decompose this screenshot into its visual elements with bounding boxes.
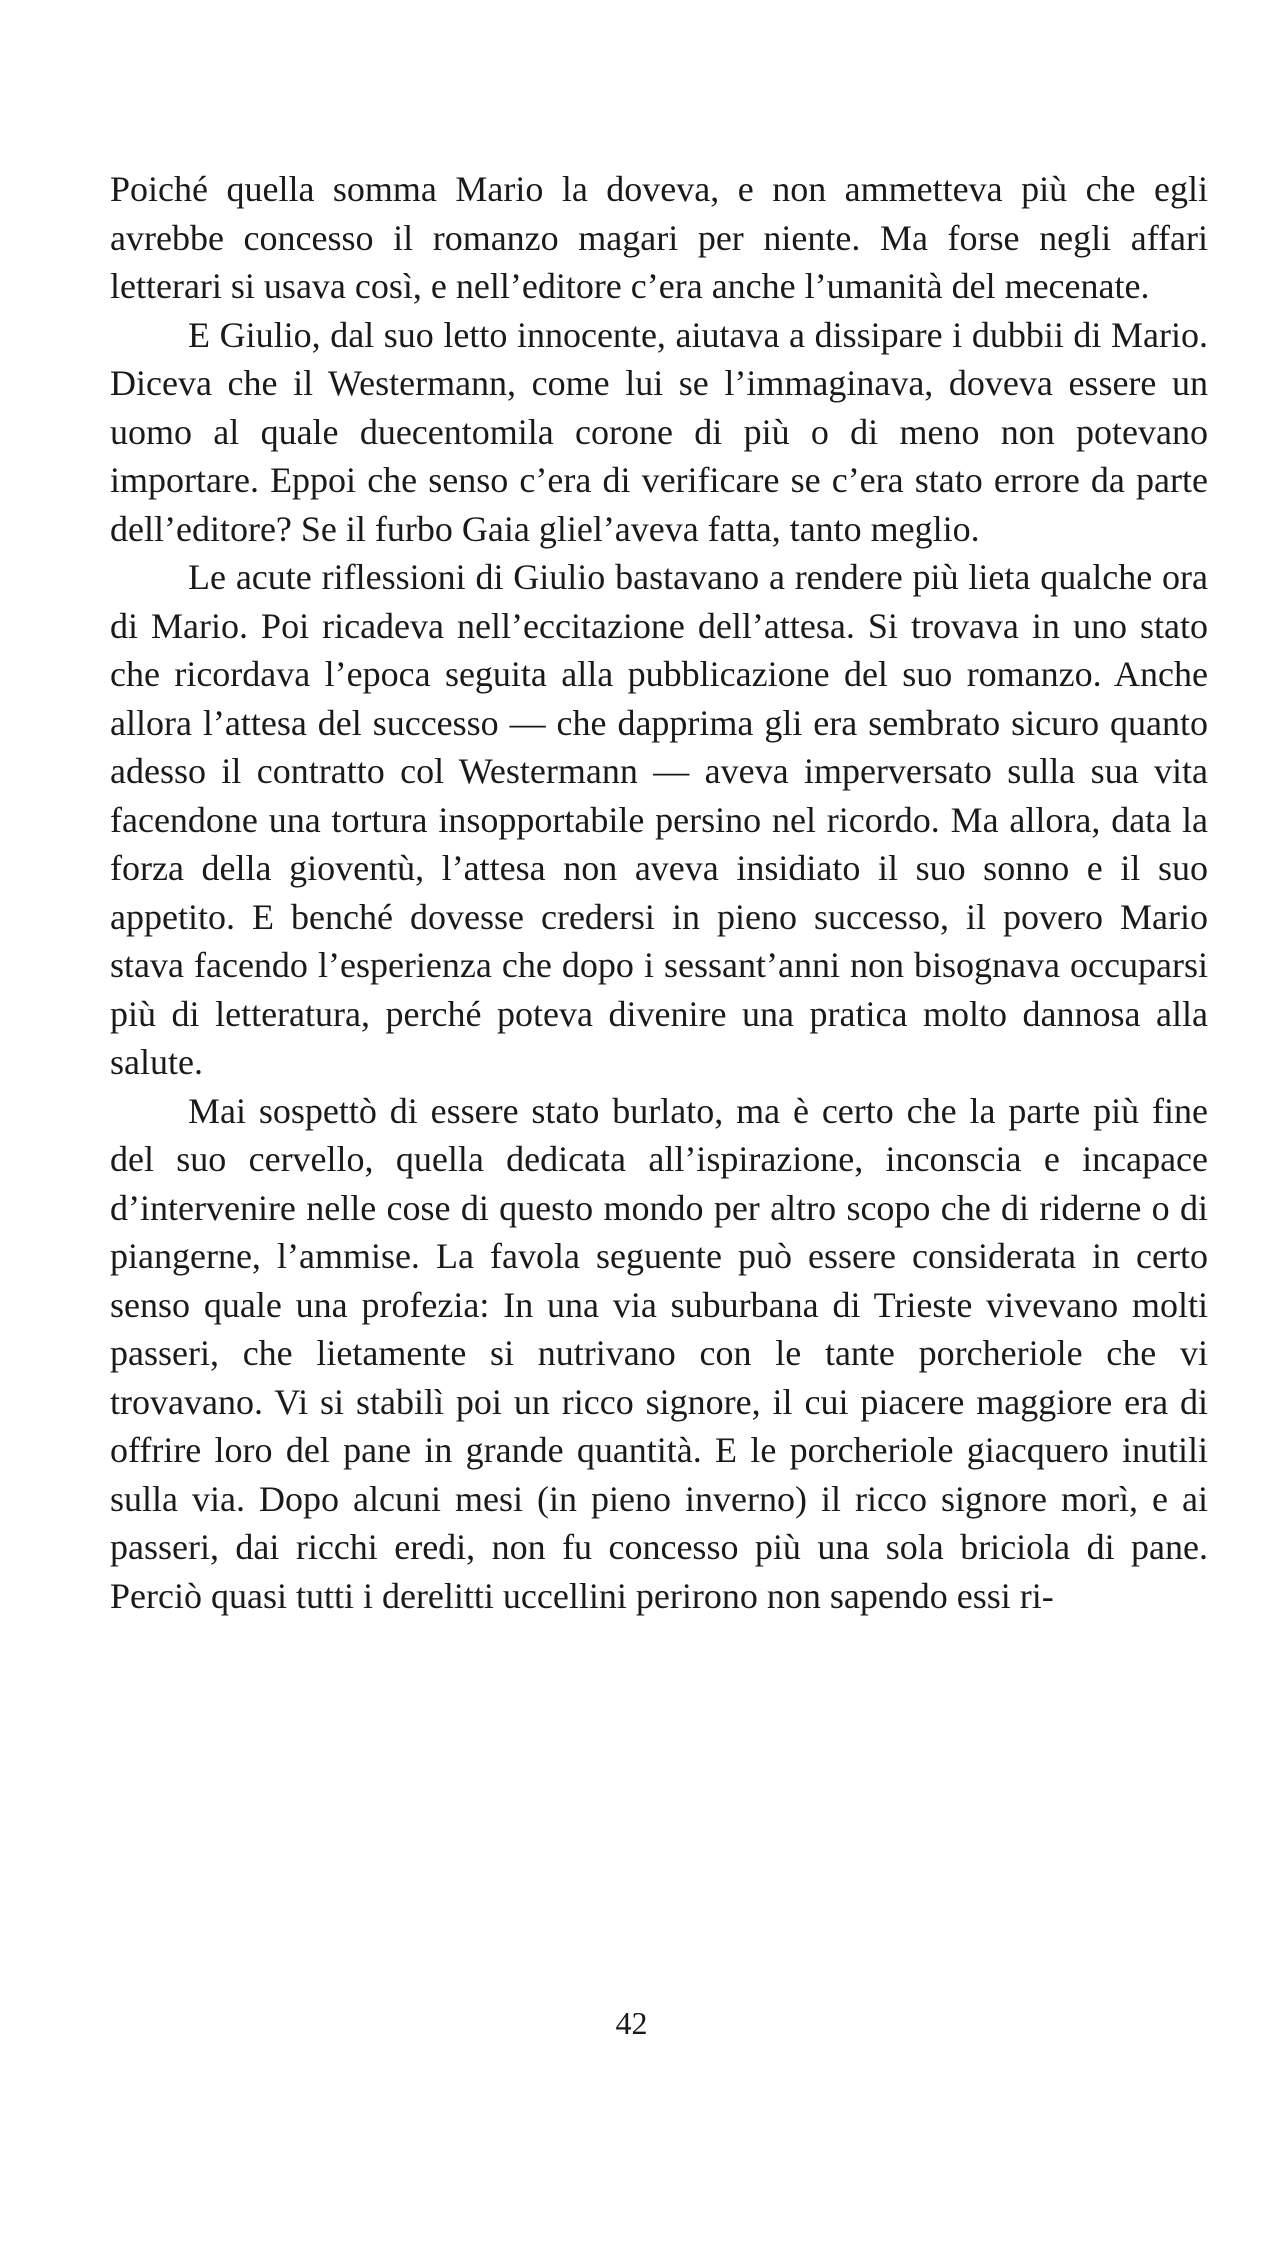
page-number: 42 (615, 2005, 648, 2041)
paragraph-1: Poiché quella somma Mario la doveva, e non ammetteva più che egli avrebbe concesso il romanzo magari per niente. Ma forse negli affari letterari si usava così, e nell’editore c’era anche l’umanità del mecenate. (110, 169, 1208, 306)
paragraph-2: E Giulio, dal suo letto innocente, aiutava a dissipare i dubbii di Mario. Diceva che il Westermann, come lui se l’immaginava, doveva essere un uomo al quale duecentomila corone di più o di meno non potevano importare. Eppoi che senso c’era di verificare se c’era stato errore da parte dell’editore? Se il furbo Gaia gliel’aveva fatta, tanto meglio. (110, 314, 1208, 549)
page-body (110, 165, 1208, 1620)
paragraph-3: Le acute riflessioni di Giulio bastavano a rendere più lieta qualche ora di Mario. Poi ricadeva nell’eccitazione dell’attesa. Si trovava in uno stato che ricordava l’epoca seguita alla pubblicazione del suo romanzo. Anche allora l’attesa del successo — che dapprima gli era sembrato sicuro quanto adesso il contratto col Westermann — aveva imperversato sulla sua vita facendone una tortura insopportabile persino nel ricordo. Ma allora, data la forza della gioventù, l’attesa non aveva insidiato il suo sonno e il suo appetito. E benché dovesse credersi in pieno successo, il povero Mario stava facendo l’esperienza che dopo i sessant’anni non bisognava occuparsi più di letteratura, perché poteva divenire una pratica molto dannosa alla salute. (110, 557, 1208, 1082)
paragraph-4: Mai sospettò di essere stato burlato, ma è certo che la parte più fine del suo cervello, quella dedicata all’ispirazione, inconscia e incapace d’intervenire nelle cose di questo mondo per altro scopo che di riderne o di piangerne, l’ammise. La favola seguente può essere considerata in certo senso quale una profezia: In una via suburbana di Trieste vivevano molti passeri, che lietamente si nutrivano con le tante porcheriole che vi trovavano. Vi si stabilì poi un ricco signore, il cui piacere maggiore era di offrire loro del pane in grande quantità. E le porcheriole giacquero inutili sulla via. Dopo alcuni mesi (in pieno inverno) il ricco signore morì, e ai passeri, dai ricchi eredi, non fu concesso più una sola briciola di pane. Perciò quasi tutti i derelitti uccellini perirono non sapendo essi ri- (110, 1090, 1208, 1616)
